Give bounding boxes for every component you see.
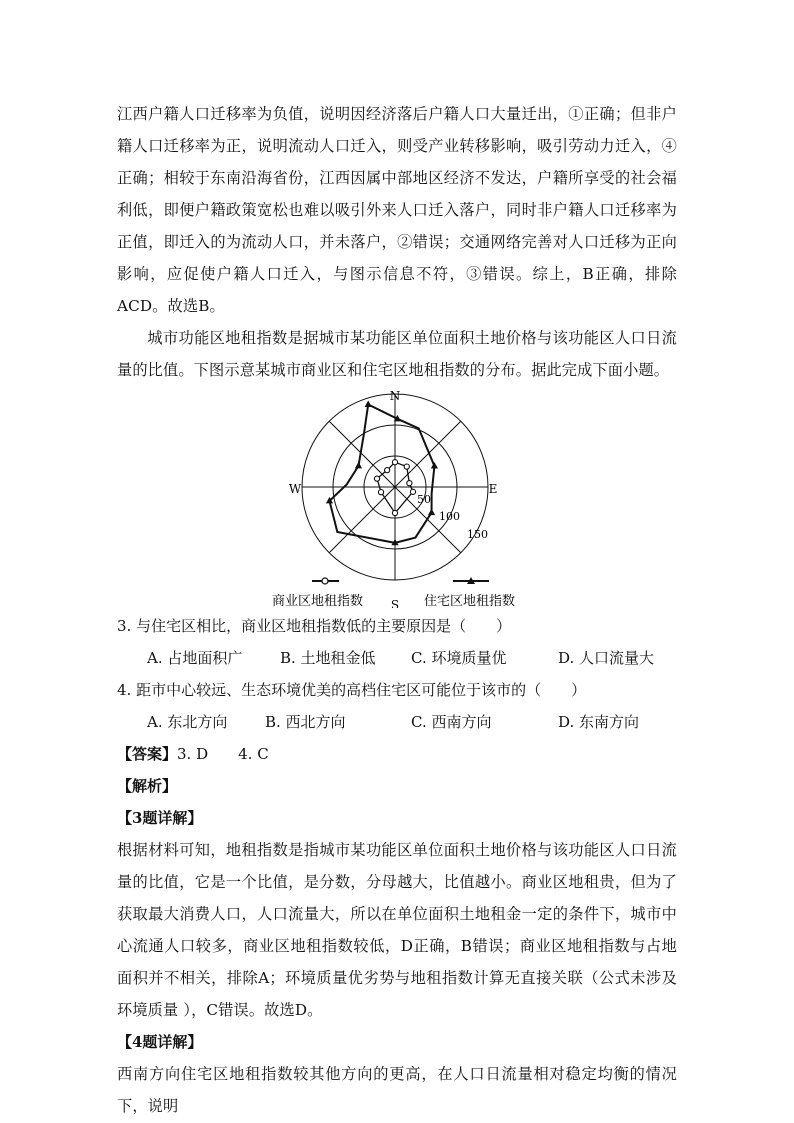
intro-paragraph: 江西户籍人口迁移率为负值，说明因经济落后户籍人口大量迁出，①正确；但非户籍人口迁移率为正，说明流动人口迁入，则受产业转移影响，吸引劳动力迁入，④正确；相较于东南沿海省份，江西因属中部地区经济不发达，户籍所享受的社会福利低，即便户籍政策宽松也难以吸引外来人口迁入落户，同时非户籍人口迁移率为正值，即迁入的为流动人口，并未落户，②错误；交通网络完善对人口迁移为正向影响，应促使户籍人口迁入，与图示信息不符，③错误。综上，B正确，排除ACD。故选B。 — [117, 105, 677, 315]
document-page — [117, 98, 677, 1122]
rent-index-radar-figure — [117, 390, 677, 608]
q4-option-c[interactable]: C. 西南方向 — [411, 713, 492, 731]
q3-detail-label: 【3题详解】 — [117, 809, 203, 827]
radar-grid — [302, 394, 488, 580]
residential-point — [355, 462, 362, 469]
direction-north: N — [389, 390, 401, 403]
ring-label-50: 50 — [417, 493, 431, 506]
radar-chart — [117, 390, 677, 608]
q3-detail-text: 根据材料可知，地租指数是指城市某功能区单位面积土地价格与该功能区人口日流量的比值，它是一个比值，是分数，分母越大，比值越小。商业区地租贵，但为了获取最大消费人口，人口流量大，所以在单位面积土地租金一定的条件下，城市中心流通人口较多，商业区地租指数较低，D正确，B错误；商业区地租指数与占地面积并不相关，排除A；环境质量优劣势与地租指数计算无直接关联（公式未涉及环境质量 ），C错误。故选D。 — [117, 841, 677, 1019]
q3-option-a[interactable]: A. 占地面积广 — [147, 649, 243, 667]
q3-option-d[interactable]: D. 人口流量大 — [558, 649, 655, 667]
commercial-point — [378, 489, 383, 494]
legend-commercial-label: 商业区地租指数 — [272, 594, 364, 608]
residential-series — [326, 400, 438, 545]
direction-west: W — [288, 482, 302, 496]
legend-residential-label: 住宅区地租指数 — [424, 594, 516, 608]
residential-point — [365, 400, 372, 407]
residential-point — [428, 509, 435, 515]
commercial-point — [410, 489, 415, 494]
question-4-stem: 4. 距市中心较远、生态环境优美的高档住宅区可能位于该市的（ ） — [117, 681, 587, 699]
answer-text: 3. D 4. C — [177, 745, 269, 763]
ring-label-150: 150 — [467, 528, 488, 541]
question-4-options — [117, 706, 677, 738]
commercial-point — [407, 481, 412, 486]
q4-option-d[interactable]: D. 东南方向 — [558, 713, 640, 731]
ring-label-100: 100 — [439, 510, 460, 523]
question-3-stem: 3. 与住宅区相比，商业区地租指数低的主要原因是（ ） — [117, 617, 512, 635]
direction-south: S — [390, 598, 400, 608]
q3-option-b[interactable]: B. 土地租金低 — [280, 649, 376, 667]
commercial-point — [374, 476, 379, 481]
residential-point — [431, 462, 438, 469]
material-paragraph: 城市功能区地租指数是据城市某功能区单位面积土地价格与该功能区人口日流量的比值。下图示意某城市商业区和住宅区地租指数的分布。据此完成下面小题。 — [117, 329, 677, 379]
radar-axis-ne — [395, 421, 461, 487]
legend-commercial-marker — [312, 578, 339, 584]
radar-axis-nw — [329, 421, 395, 487]
answer-label: 【答案】 — [117, 745, 178, 763]
legend-residential-marker — [453, 577, 489, 584]
q4-option-a[interactable]: A. 东北方向 — [147, 713, 228, 731]
answer-line — [117, 738, 677, 770]
q4-detail-text: 西南方向住宅区地租指数较其他方向的更高，在人口日流量相对稳定均衡的情况下，说明 — [117, 1065, 677, 1115]
radar-axis-sw — [329, 487, 395, 553]
q4-option-b[interactable]: B. 西北方向 — [265, 713, 346, 731]
commercial-point — [392, 510, 397, 515]
commercial-point — [392, 460, 397, 465]
direction-east: E — [488, 482, 498, 496]
question-3-options — [117, 642, 677, 674]
q3-option-c[interactable]: C. 环境质量优 — [411, 649, 507, 667]
analysis-label: 【解析】 — [117, 777, 178, 795]
commercial-point — [385, 468, 390, 473]
commercial-point — [404, 464, 409, 469]
q4-detail-label: 【4题详解】 — [117, 1033, 203, 1051]
